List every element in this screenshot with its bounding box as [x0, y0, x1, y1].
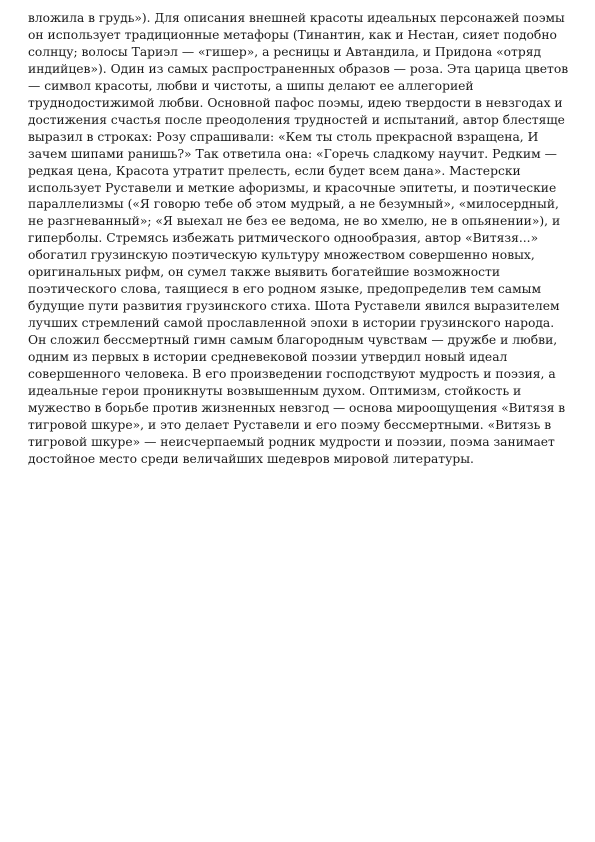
text-line: индийцев»). Один из самых распространенных образов — роза. Эта царица цветов [28, 61, 569, 76]
text-line: достойное место среди величайших шедевров мировой литературы. [28, 451, 474, 466]
text-line: совершенного человека. В его произведении господствуют мудрость и поэзия, а [28, 367, 556, 382]
text-line: труднодостижимой любви. Основной пафос поэмы, идею твердости в невзгодах и [28, 95, 563, 110]
body-paragraph [28, 10, 568, 468]
text-line: солнцу; волосы Тариэл — «гишер», а ресницы и Автандила, и Придона «отряд [28, 44, 542, 59]
text-line: поэтического слова, таящиеся в его родном языке, предопределив тем самым [28, 282, 542, 297]
text-line: Он сложил бессмертный гимн самым благородным чувствам — дружбе и любви, [28, 333, 558, 348]
text-line: оригинальных рифм, он сумел также выявить богатейшие возможности [28, 265, 501, 280]
text-line: вложила в грудь»). Для описания внешней красоты идеальных персонажей поэмы [28, 11, 565, 25]
text-line: идеальные герои проникнуты возвышенным духом. Оптимизм, стойкость и [28, 383, 522, 398]
text-line: достижения счастья после преодоления трудностей и испытаний, автор блестяще [28, 112, 565, 127]
text-line: выразил в строках: Розу спрашивали: «Кем ты столь прекрасной взращена, И [28, 129, 539, 144]
text-line: мужество в борьбе против жизненных невзгод — основа мироощущения «Витязя в [28, 400, 566, 415]
text-line: параллелизмы («Я говорю тебе об этом мудрый, а не безумный», «милосердный, [28, 197, 559, 212]
text-line: — символ красоты, любви и чистоты, а шипы делают ее аллегорией [28, 78, 474, 93]
text-line: обогатил грузинскую поэтическую культуру множеством совершенно новых, [28, 248, 535, 263]
text-line: тигровой шкуре» — неисчерпаемый родник мудрости и поэзии, поэма занимает [28, 434, 555, 449]
text-line: гиперболы. Стремясь избежать ритмического однообразия, автор «Витязя...» [28, 231, 539, 246]
text-line: одним из первых в истории средневековой поэзии утвердил новый идеал [28, 350, 508, 365]
text-line: лучших стремлений самой прославленной эпохи в истории грузинского народа. [28, 316, 555, 331]
text-line: использует Руставели и меткие афоризмы, и красочные эпитеты, и поэтические [28, 180, 557, 195]
text-line: редкая цена, Красота утратит прелесть, если будет всем дана». Мастерски [28, 163, 521, 178]
text-line: тигровой шкуре», и это делает Руставели и его поэму бессмертными. «Витязь в [28, 417, 552, 432]
text-line: зачем шипами ранишь?» Так ответила она: «Горечь сладкому научит. Редким — [28, 146, 557, 161]
text-line: будущие пути развития грузинского стиха. Шота Руставели явился выразителем [28, 299, 560, 314]
text-line: не разгневанный»; «Я выехал не без ее ведома, не во хмелю, не в опьянении»), и [28, 214, 561, 229]
text-line: он использует традиционные метафоры (Тинантин, как и Нестан, сияет подобно [28, 27, 557, 42]
